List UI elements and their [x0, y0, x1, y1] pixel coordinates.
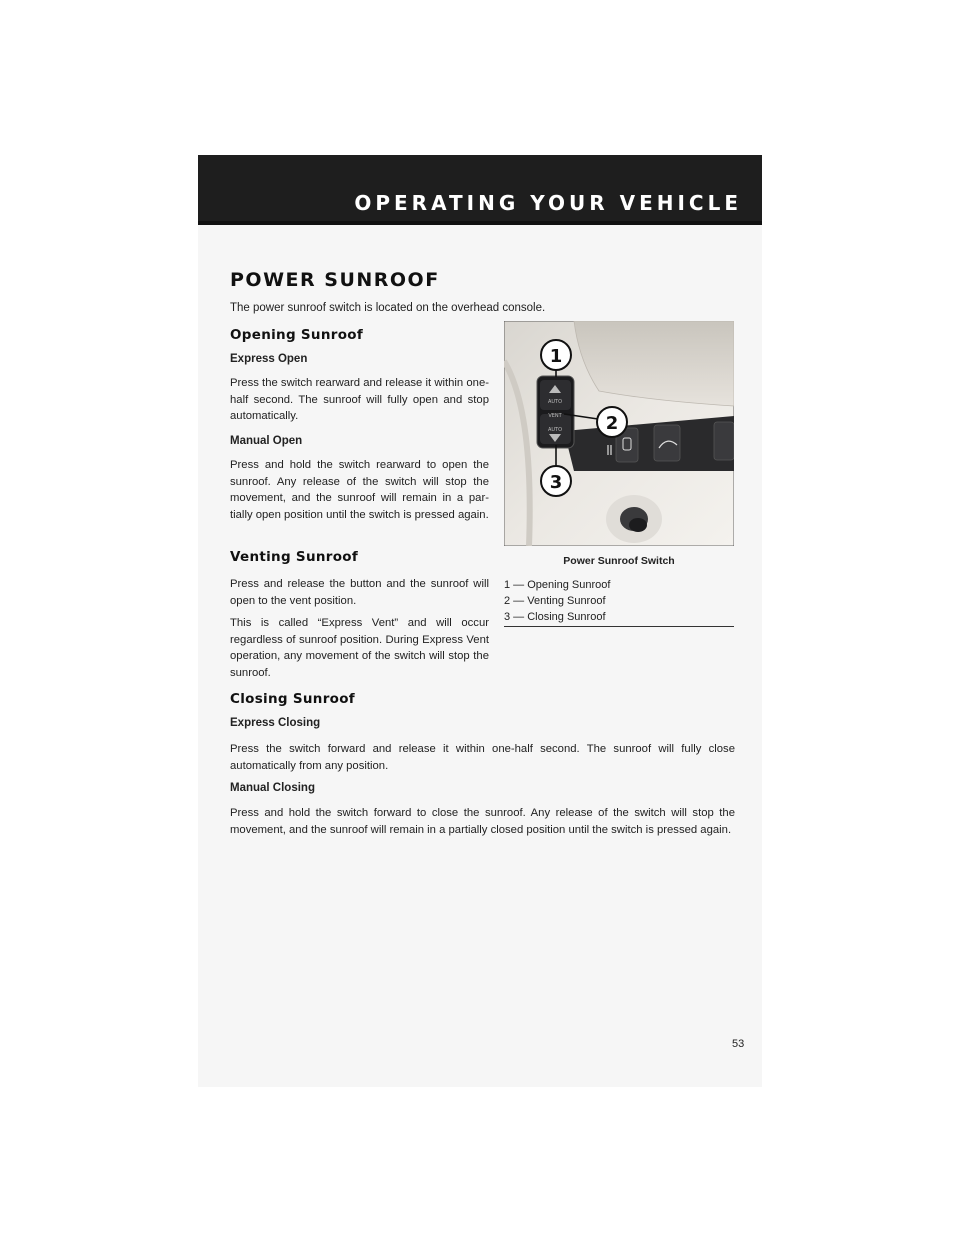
venting-text-1: Press and release the button and the sunroof will open to the vent position. — [230, 578, 489, 607]
legend-divider — [504, 626, 734, 627]
express-open-text: Press the switch rearward and release it within one-half second. The sunroof will fully open and stop automatically. — [230, 377, 489, 422]
switch-vent-label: VENT — [548, 413, 562, 419]
manual-open-text: Press and hold the switch rearward to open the sunroof. Any release of the switch will stop the movement, and the sunroof will remain in a par-tially open position until the switch is pressed again. — [230, 459, 489, 521]
express-open-heading: Express Open — [230, 353, 308, 365]
opening-sunroof-heading: Opening Sunroof — [230, 327, 364, 343]
callout-1: 1 — [549, 346, 563, 367]
header-bar — [198, 155, 762, 225]
legend-item: 2 — Venting Sunroof — [504, 595, 606, 607]
closing-sunroof-heading: Closing Sunroof — [230, 691, 355, 707]
legend-item: 1 — Opening Sunroof — [504, 579, 611, 591]
sunroof-switch-photo — [504, 321, 734, 546]
page-number: 53 — [732, 1038, 745, 1050]
legend-item: 3 — Closing Sunroof — [504, 611, 606, 623]
callout-2: 2 — [605, 413, 619, 434]
manual-page — [198, 155, 762, 1087]
venting-text-2: This is called “Express Vent” and will occur regardless of sunroof position. During Express Vent operation, any movement of the switch will stop the sunroof. — [230, 617, 489, 679]
express-closing-heading: Express Closing — [230, 717, 321, 729]
manual-closing-text: Press and hold the switch forward to close the sunroof. Any release of the switch will stop the movement, and the sunroof will remain in a partially closed position until the switch is pressed again. — [230, 807, 735, 836]
switch-auto-top-label: AUTO — [547, 399, 563, 405]
express-closing-text: Press the switch forward and release it within one-half second. The sunroof will fully close automatically from any position. — [230, 743, 735, 772]
switch-auto-bottom-label: AUTO — [547, 427, 563, 433]
manual-open-heading: Manual Open — [230, 435, 303, 447]
manual-closing-heading: Manual Closing — [230, 782, 315, 794]
header-title: OPERATING YOUR VEHICLE — [354, 191, 742, 215]
callout-3: 3 — [549, 472, 563, 493]
header-divider — [198, 221, 762, 225]
figure-caption: Power Sunroof Switch — [563, 555, 675, 567]
section-intro: The power sunroof switch is located on the overhead console. — [230, 302, 546, 314]
section-title: POWER SUNROOF — [230, 269, 440, 291]
venting-sunroof-heading: Venting Sunroof — [230, 549, 359, 565]
figure-legend — [504, 577, 734, 625]
